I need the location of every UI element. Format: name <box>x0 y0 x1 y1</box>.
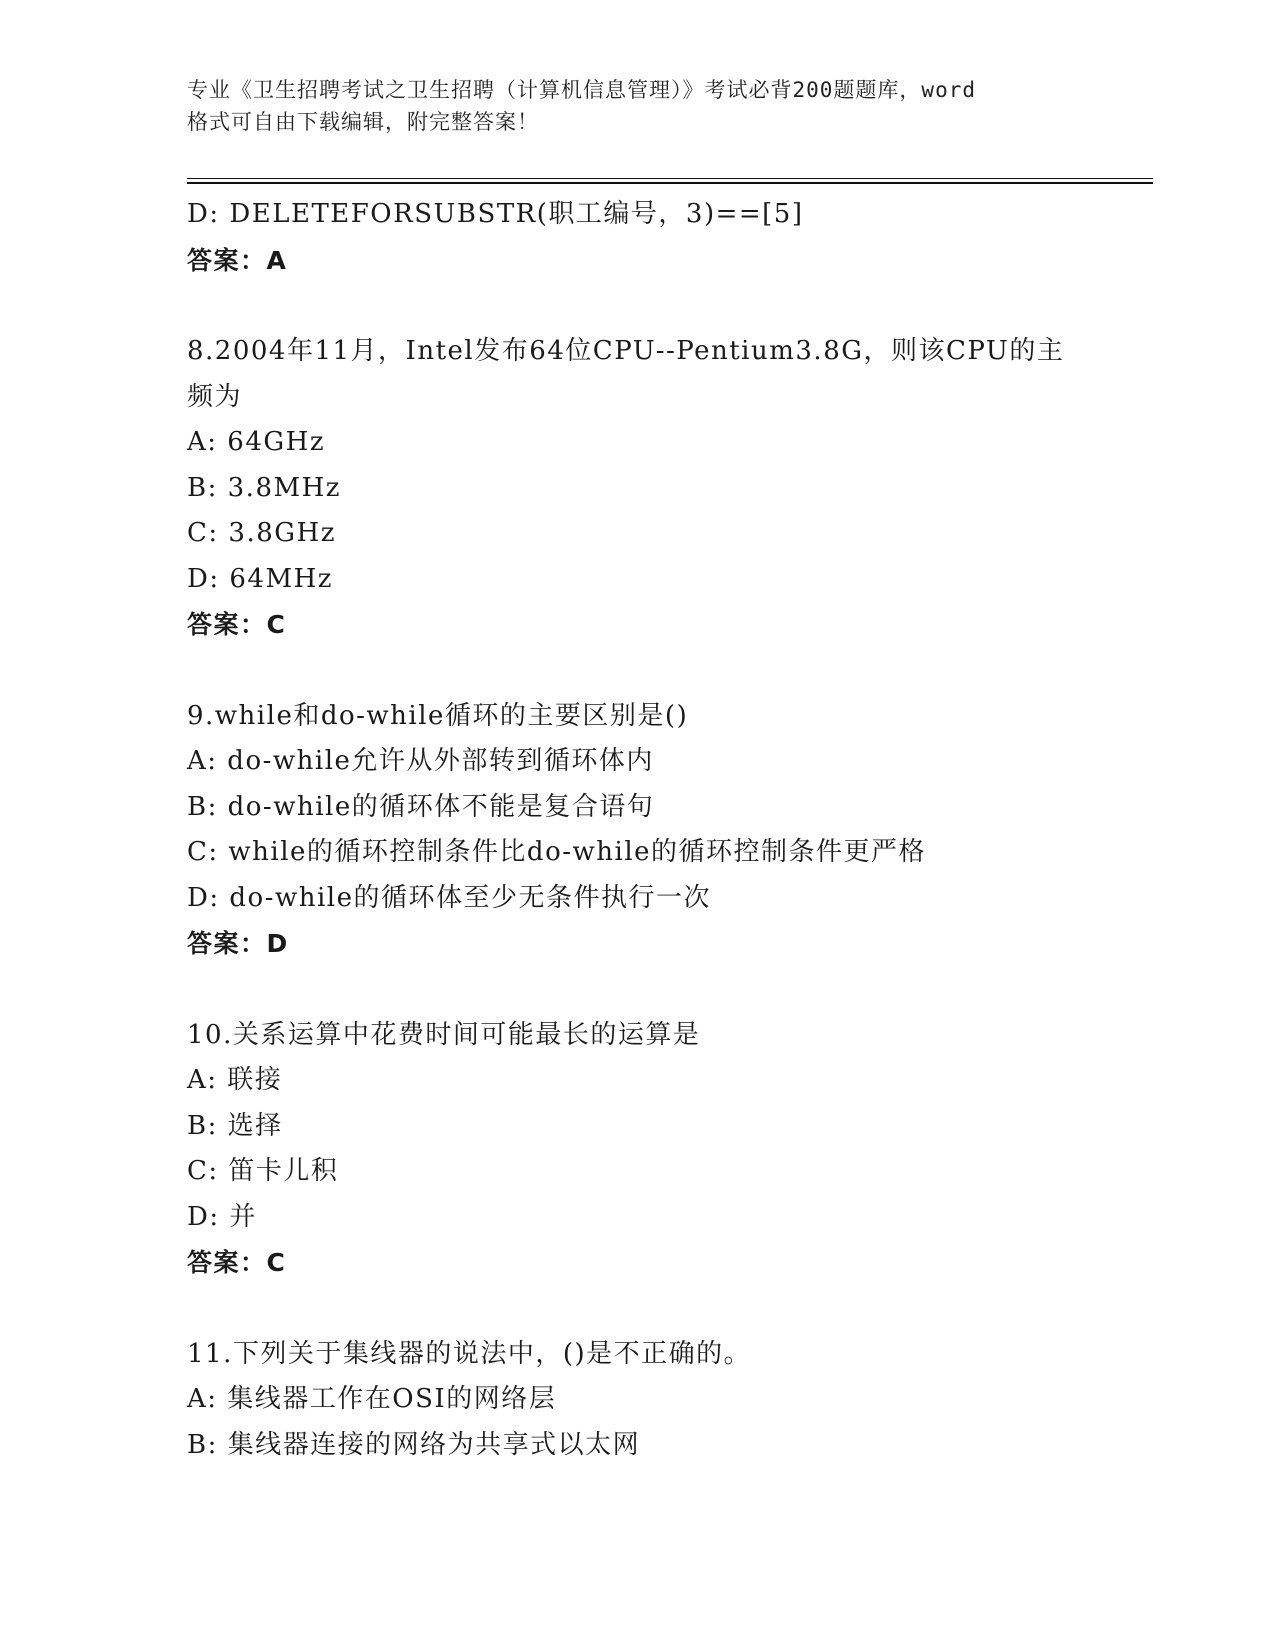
header-divider-thick <box>187 182 1153 184</box>
option-a: A: 64GHz <box>187 427 326 457</box>
question-7-tail <box>187 192 1087 283</box>
question-stem-cont: 频为 <box>187 381 243 412</box>
option-b: B: 3.8MHz <box>187 472 341 503</box>
answer-line: 答案：C <box>187 1248 287 1277</box>
question-9 <box>187 694 1087 967</box>
answer-line: 答案：A <box>187 245 288 275</box>
question-11 <box>187 1332 1087 1469</box>
question-stem: 9.while和do-while循环的主要区别是() <box>187 700 689 731</box>
option-b: B: 选择 <box>187 1110 283 1141</box>
header-divider-thin <box>187 178 1153 179</box>
option-c: C: 3.8GHz <box>187 518 336 548</box>
header-line-2: 格式可自由下载编辑，附完整答案！ <box>187 110 539 134</box>
document-header <box>187 74 1087 138</box>
question-stem: 11.下列关于集线器的说法中，()是不正确的。 <box>187 1338 752 1369</box>
option-b: B: 集线器连接的网络为共享式以太网 <box>187 1429 641 1460</box>
option-c: C: 笛卡儿积 <box>187 1156 339 1186</box>
spacer <box>187 648 1087 694</box>
option-d: D: DELETEFORSUBSTR(职工编号，3)==[5] <box>187 199 804 229</box>
question-10 <box>187 1013 1087 1286</box>
option-b: B: do-while的循环体不能是复合语句 <box>187 791 655 822</box>
answer-line: 答案：D <box>187 929 289 958</box>
answer-line: 答案：C <box>187 610 287 639</box>
header-line-1: 专业《卫生招聘考试之卫生招聘（计算机信息管理）》考试必背200题题库，word <box>187 78 976 102</box>
option-a: A: 集线器工作在OSI的网络层 <box>187 1384 557 1414</box>
spacer <box>187 967 1087 1013</box>
option-a: A: do-while允许从外部转到循环体内 <box>187 746 654 776</box>
spacer <box>187 283 1087 329</box>
question-stem: 8.2004年11月，Intel发布64位CPU--Pentium3.8G，则该CPU的主 <box>187 336 1065 366</box>
option-c: C: while的循环控制条件比do-while的循环控制条件更严格 <box>187 837 927 867</box>
option-a: A: 联接 <box>187 1065 283 1095</box>
option-d: D: 64MHz <box>187 563 333 594</box>
spacer <box>187 1286 1087 1332</box>
question-8 <box>187 329 1087 648</box>
option-d: D: do-while的循环体至少无条件执行一次 <box>187 882 711 913</box>
question-stem: 10.关系运算中花费时间可能最长的运算是 <box>187 1019 701 1050</box>
option-d: D: 并 <box>187 1201 257 1232</box>
question-list <box>187 192 1087 1468</box>
